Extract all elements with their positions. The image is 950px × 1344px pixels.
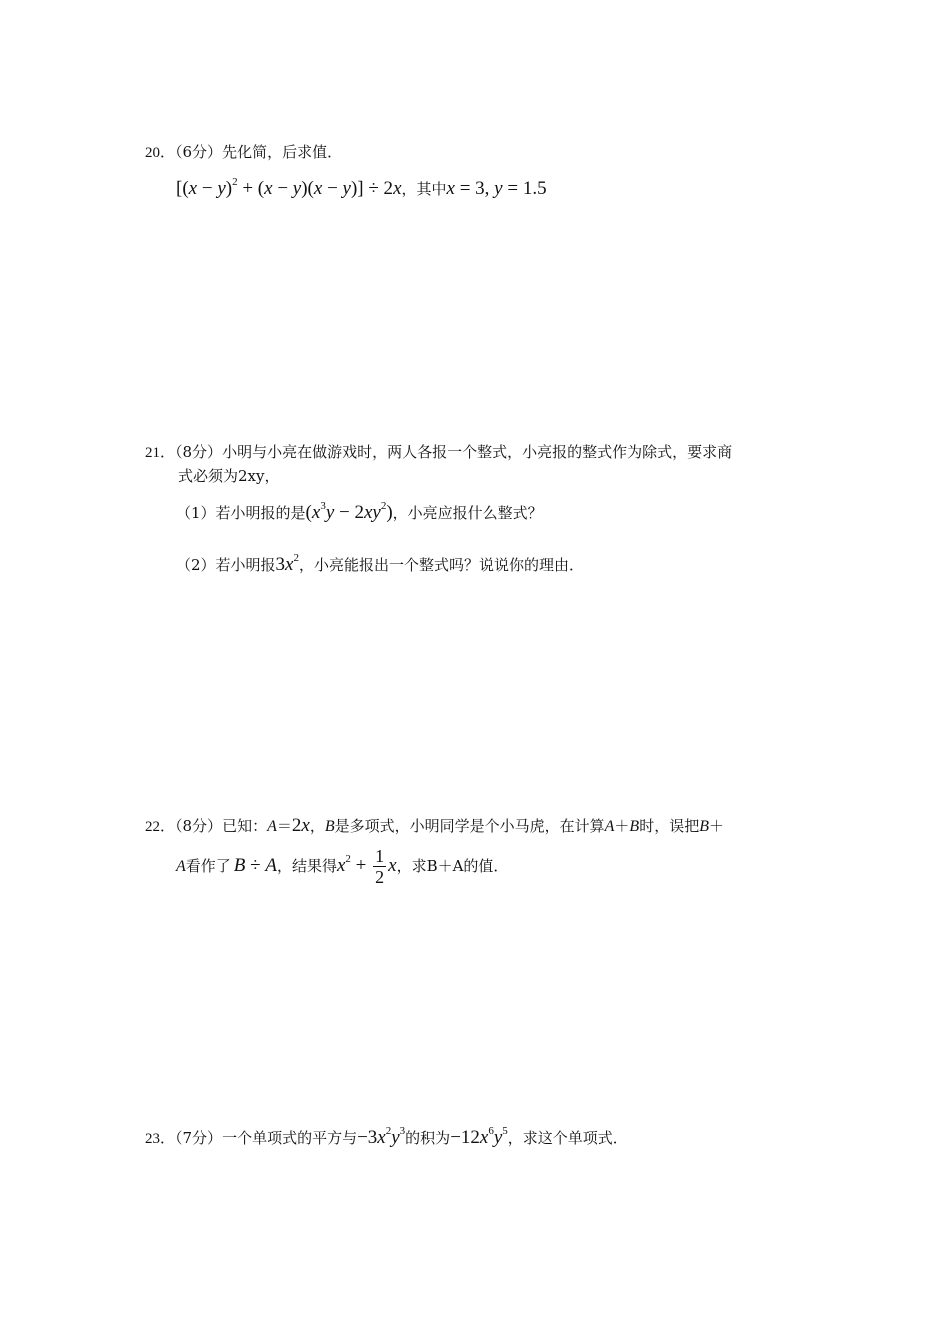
q21-number: 21． xyxy=(145,445,176,461)
q23-text-c: ，求这个单项式． xyxy=(507,1129,628,1147)
q22-plus1: ＋ xyxy=(614,817,630,835)
q21-part1-prefix: （1）若小明报的是 xyxy=(176,504,306,522)
q21-part2-suffix: ，小亮能报出一个整式吗？说说你的理由． xyxy=(298,556,584,574)
q22-text-a: 已知： xyxy=(222,817,268,835)
q21-part1 xyxy=(176,502,543,524)
q21-part1-expression: $(x^3y - 2xy^2)$ xyxy=(305,500,393,523)
q22-text-d: 看作了 xyxy=(185,857,231,875)
q23-score: （7分） xyxy=(175,1129,223,1147)
q23-line xyxy=(145,1127,628,1150)
q22-b2: B xyxy=(699,818,709,835)
q20-heading xyxy=(145,141,342,164)
q22-line1 xyxy=(145,815,724,838)
q22-eq: ＝ xyxy=(276,817,292,835)
q22-fraction: $\frac{1}{2}$ xyxy=(375,846,385,888)
q21-part2-expression: $3x^2$ xyxy=(275,552,299,575)
q20-score: （6分） xyxy=(175,143,223,161)
q22-sum-a: A xyxy=(604,818,615,835)
q23-expression2: $-12x^6y^5$ xyxy=(450,1125,508,1148)
q20-formula-line xyxy=(176,178,547,200)
q22-line2 xyxy=(176,846,508,887)
q21-text-line2: 式必须为2xy， xyxy=(178,467,280,485)
q22-text-e: ，结果得 xyxy=(276,857,337,875)
q22-result-expression: $x^2$ + $\frac{1}{2}$ x xyxy=(336,846,397,888)
q22-comma: ， xyxy=(309,817,325,835)
q22-sum-b: B xyxy=(629,818,640,835)
q20-prompt: 先化简，后求值． xyxy=(222,143,343,161)
q22-plus2: ＋ xyxy=(709,817,725,835)
q23-expression1: $-3x^2y^3$ xyxy=(357,1125,406,1148)
q21-text-line1: 小明与小亮在做游戏时，两人各报一个整式，小亮报的整式作为除式，要求商 xyxy=(222,443,733,461)
q21-part2 xyxy=(176,554,584,576)
q22-var-a: A xyxy=(267,818,277,835)
q22-text-b: 是多项式，小明同学是个小马虎，在计算 xyxy=(334,817,605,835)
q20-separator: ，其中 xyxy=(401,180,447,198)
q23-number: 23． xyxy=(145,1131,176,1147)
q22-text-c: 时，误把 xyxy=(639,817,700,835)
q20-expression: $[(x - y)^2 + (x - y)(x - y)] \div 2x$ xyxy=(176,176,402,199)
q21-score: （8分） xyxy=(175,443,223,461)
q21-line1 xyxy=(145,441,732,464)
q21-line2 xyxy=(178,465,279,487)
q23-text-b: 的积为 xyxy=(405,1129,451,1147)
q20-number: 20． xyxy=(145,145,176,161)
q22-div-expression: B ÷ A xyxy=(233,855,277,876)
q22-var-b: B xyxy=(324,818,335,835)
q22-number: 22． xyxy=(145,819,176,835)
q22-a2: A xyxy=(176,858,186,875)
q22-score: （8分） xyxy=(175,817,223,835)
q23-text-a: 一个单项式的平方与 xyxy=(222,1129,358,1147)
q21-part2-prefix: （2）若小明报 xyxy=(176,556,276,574)
q22-a-expression: 2x xyxy=(291,815,310,836)
q20-condition: x = 3, y = 1.5 xyxy=(446,178,547,199)
q22-text-f: ，求B＋A的值． xyxy=(396,857,509,875)
q21-part1-suffix: ，小亮应报什么整式？ xyxy=(392,504,543,522)
